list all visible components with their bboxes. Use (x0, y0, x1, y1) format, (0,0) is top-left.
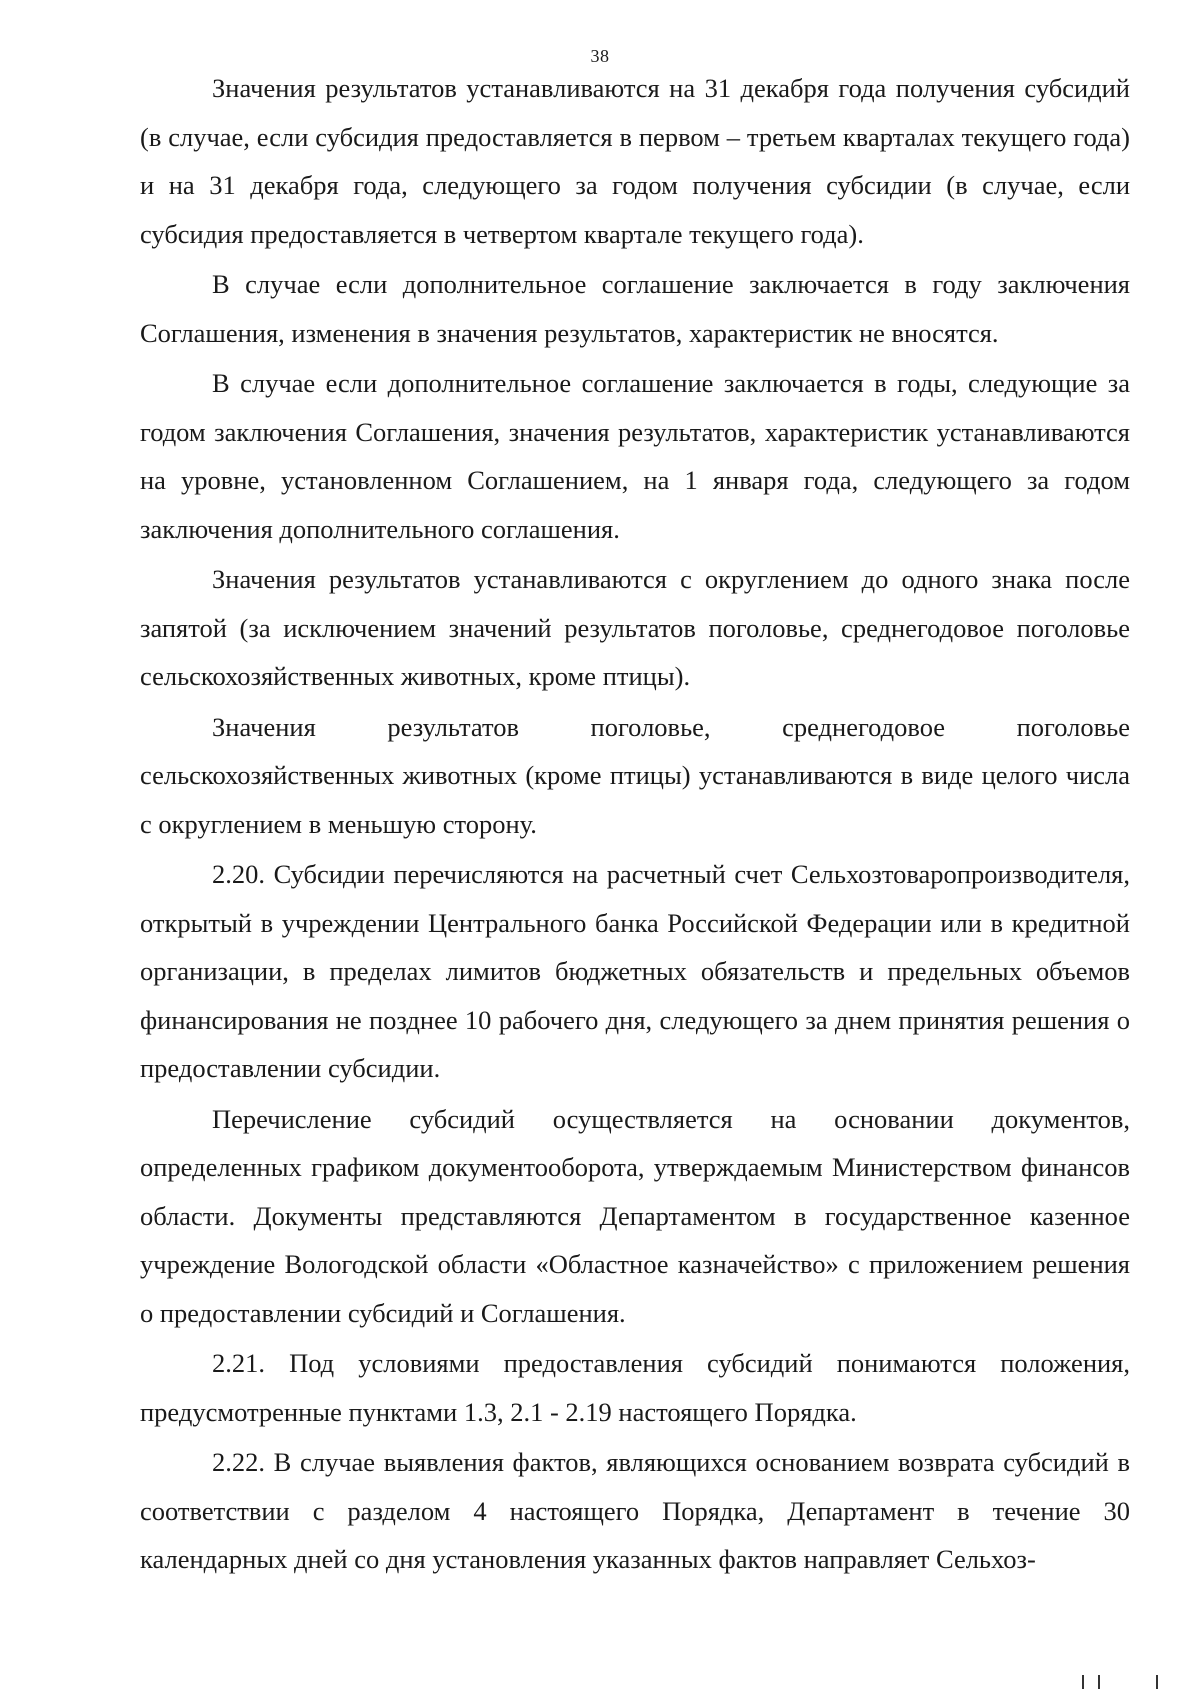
paragraph-transfer-documents: Перечисление субсидий осуществляется на основании документов, определенных графиком документооборота, утверждаемым Министерством финансов области. Документы представляются Департаментом в государственное казенное учреждение Вологодской области «Областное казначейство» с приложением решения о предоставлении субсидий и Соглашения. (140, 1103, 1130, 1328)
paragraph-2-20: 2.20. Субсидии перечисляются на расчетный счет Сельхозтоваропроизводителя, открытый в учреждении Центрального банка Российской Федерации или в кредитной организации, в пределах лимитов бюджетных обязательств и предельных объемов финансирования не позднее 10 рабочего дня, следующего за днем принятия решения о предоставлении субсидии. (140, 859, 1130, 1083)
scan-artifact-mark (1082, 1675, 1100, 1689)
document-body (140, 64, 1130, 1586)
page-number: 38 (590, 46, 610, 66)
paragraph-2-22: 2.22. В случае выявления фактов, являющихся основанием возврата субсидий в соответствии с разделом 4 настоящего Порядка, Департамент в течение 30 календарных дней со дня установления указанных фактов направляет Сельхоз- (140, 1447, 1130, 1574)
paragraph-livestock-rounding: Значения результатов поголовье, среднегодовое поголовье сельскохозяйственных животных (кроме птицы) устанавливаются в виде целого числа с округлением в меньшую сторону. (140, 711, 1130, 839)
paragraph-following-years-agreement: В случае если дополнительное соглашение заключается в годы, следующие за годом заключения Соглашения, значения результатов, характеристик устанавливаются на уровне, установленном Соглашением, на 1 января года, следующего за годом заключения дополнительного соглашения. (140, 368, 1130, 544)
paragraph-same-year-agreement: В случае если дополнительное соглашение заключается в году заключения Соглашения, изменения в значения результатов, характеристик не вносятся. (140, 269, 1130, 348)
paragraph-2-21: 2.21. Под условиями предоставления субсидий понимаются положения, предусмотренные пунктами 1.3, 2.1 - 2.19 настоящего Порядка. (140, 1348, 1130, 1427)
paragraph-results-dates: Значения результатов устанавливаются на 31 декабря года получения субсидий (в случае, если субсидия предоставляется в первом – третьем кварталах текущего года) и на 31 декабря года, следующего за годом получения субсидии (в случае, если субсидия предоставляется в четвертом квартале текущего года). (140, 73, 1130, 249)
paragraph-rounding-rule: Значения результатов устанавливаются с округлением до одного знака после запятой (за исключением значений результатов поголовье, среднегодовое поголовье сельскохозяйственных животных, кроме птицы). (140, 564, 1130, 691)
scan-artifact-mark (1156, 1675, 1172, 1689)
